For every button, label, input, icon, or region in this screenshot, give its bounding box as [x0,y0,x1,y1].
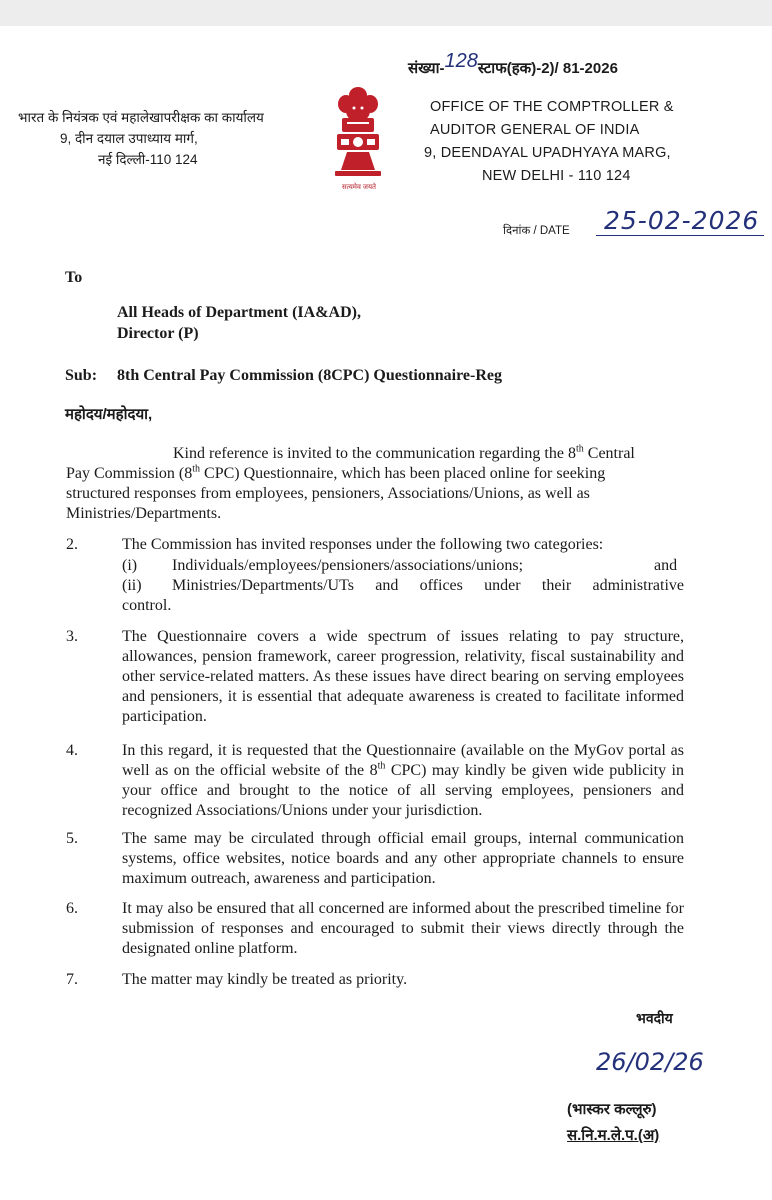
subject-label: Sub: [65,367,98,384]
paragraph-4-number: 4. [66,742,78,759]
hindi-office-name: भारत के नियंत्रक एवं महालेखापरीक्षक का कार्यालय [18,110,264,125]
paragraph-7-number: 7. [66,971,78,988]
salutation: महोदय/महोदया, [65,406,153,423]
category-i-number: (i) [122,557,138,574]
hindi-address-city: नई दिल्ली-110 124 [98,152,198,167]
ref-prefix: संख्या- [408,60,445,77]
reference-number [408,50,618,79]
category-ii-text: Ministries/Departments/UTs and offices under their administrative [172,577,684,594]
recipient-2: Director (P) [117,325,199,342]
subject-text: 8th Central Pay Commission (8CPC) Questionnaire-Reg [117,367,503,384]
category-i-and: and [654,557,678,574]
paragraph-4-text: In this regard, it is requested that the Questionnaire (available on the MyGov portal as well as on the official website of the 8th CPC) may kindly be given wide publicity in your office and brought to the notice of all serving employees, pensioners and recognized Associations/Unions under your jurisdiction. [122,742,684,819]
paragraph-3-number: 3. [66,628,78,645]
date-label: दिनांक / DATE [503,225,570,237]
paragraph-2-number: 2. [66,536,78,553]
category-ii-number: (ii) [122,577,142,594]
closing-bhavdiya: भवदीय [636,1010,673,1026]
recipient-1: All Heads of Department (IA&AD), [117,304,361,321]
ref-suffix: स्टाफ(हक)-2)/ 81-2026 [477,60,618,77]
paragraph-2-text: The Commission has invited responses under the following two categories: [122,536,604,553]
english-office-name-2: AUDITOR GENERAL OF INDIA [430,122,640,138]
hindi-address-street: 9, दीन दयाल उपाध्याय मार्ग, [60,131,198,146]
paragraph-6-text: It may also be ensured that all concerned are informed about the prescribed timeline for submission of responses and encouraged to submit their views directly through the designated online platform. [122,900,684,957]
paragraph-3-text: The Questionnaire covers a wide spectrum of issues relating to pay structure, allowances, pension framework, career progression, relativity, fiscal sustainability and other service-related matters. As these issues have direct bearing on serving employees and pensioners, it is essential that adequate awareness is created to facilitate informed participation. [122,628,684,725]
paragraph-6-number: 6. [66,900,78,917]
signature: 26/02/26 [596,1048,704,1076]
paragraph-5-text: The same may be circulated through official email groups, internal communication systems, office websites, notice boards and any other appropriate channels to ensure maximum outreach, awareness and participation. [122,830,684,887]
paragraph-7-text: The matter may kindly be treated as priority. [122,971,408,988]
emblem-motto: सत्यमेव जयते [341,184,377,191]
signatory-name: (भास्कर कल्लूरु) [567,1101,657,1118]
ref-handwritten: 128 [444,50,478,72]
category-ii-continued: control. [122,597,172,614]
paragraph-5-number: 5. [66,830,78,847]
english-address-street: 9, DEENDAYAL UPADHYAYA MARG, [424,145,671,161]
english-office-name-1: OFFICE OF THE COMPTROLLER & [430,99,674,115]
category-i-text: Individuals/employees/pensioners/associations/unions; [172,557,524,574]
date-underline [596,235,764,236]
signatory-designation: स.नि.म.ले.प.(अ) [567,1127,660,1144]
top-bar [0,0,772,26]
paragraph-1: Kind reference is invited to the communication regarding the 8th Central Pay Commission (8th CPC) Questionnaire, which has been placed online for seeking structured responses from employees, pensioners, Associations/Unions, as well as Ministries/Departments. [66,443,635,522]
english-address-city: NEW DELHI - 110 124 [482,168,631,184]
date-handwritten: 25-02-2026 [604,206,760,235]
national-emblem-icon [325,84,391,196]
to-label: To [65,269,83,286]
